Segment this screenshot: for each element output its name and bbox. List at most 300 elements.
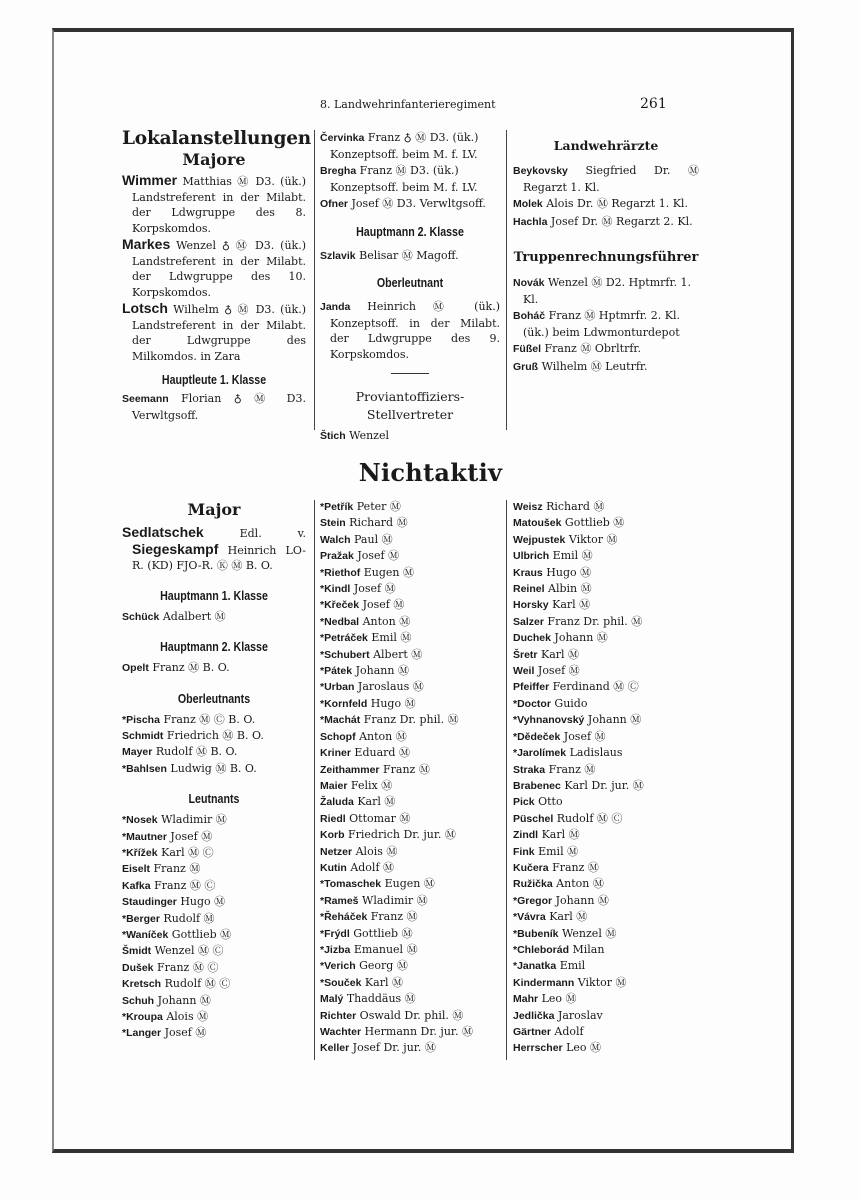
entry-surname: Schopf: [320, 730, 356, 743]
entry-surname: *Tomaschek: [320, 878, 382, 891]
roster-entry: [122, 660, 306, 677]
roster-entry: [320, 248, 500, 265]
entry-details: Karl Ⓜ: [361, 975, 403, 989]
roster-entry: [513, 565, 699, 581]
entry-surname: Kriner: [320, 747, 351, 760]
entry-details: Hugo Ⓜ: [542, 565, 592, 579]
entry-surname: *Souček: [320, 976, 362, 989]
roster-entry: [320, 299, 500, 362]
roster-entry: [320, 581, 502, 597]
roster-entry: [122, 878, 306, 894]
roster-entry: [320, 696, 502, 712]
roster-entry: [513, 778, 699, 794]
subsection-title-oberleutnants: Oberleutnants: [177, 690, 251, 706]
entry-surname: Richter: [320, 1009, 357, 1022]
roster-entry: [122, 993, 306, 1009]
subsection-title-hauptmann1: Hauptmann 1. Klasse: [160, 587, 268, 603]
entry-surname: Ofner: [320, 198, 349, 210]
roster-entry: [122, 894, 306, 910]
entry-surname: Füßel: [513, 343, 541, 355]
entry-surname: *Machát: [320, 714, 361, 727]
entry-surname: Beykovsky: [513, 165, 568, 177]
roster-entry: [320, 909, 502, 925]
entry-details: Rudolf Ⓜ Ⓒ: [553, 811, 623, 825]
entry-details: Wenzel Ⓜ: [558, 926, 617, 940]
subsection-title-majore: Majore: [182, 150, 246, 169]
entry-surname: Hachla: [513, 215, 548, 228]
entry-surname: Zeithammer: [320, 763, 380, 776]
entry-surname: Šmidt: [122, 945, 152, 958]
roster-entry: [122, 845, 306, 861]
roster-entry: [122, 728, 306, 744]
roster-entry: [320, 565, 502, 581]
entry-details: Wenzel Ⓜ Ⓒ: [151, 944, 224, 958]
entry-surname: *Pátek: [320, 665, 353, 678]
entry-surname: *Rameš: [320, 894, 359, 907]
entry-surname: Weisz: [513, 501, 543, 513]
entry-details: Johann Ⓜ: [550, 631, 608, 645]
entry-surname: *Jizba: [320, 943, 351, 956]
roster-entry: [513, 942, 699, 958]
entry-details: Ladislaus: [566, 746, 623, 760]
entry-details: Felix Ⓜ: [347, 778, 393, 792]
entry-surname: Kindermann: [513, 976, 575, 989]
entry-details: Franz Dr. phil. Ⓜ: [360, 713, 459, 727]
entry-surname: *Schubert: [320, 648, 370, 661]
entry-details: Viktor Ⓜ: [565, 532, 618, 546]
entry-surname: Bregha: [320, 165, 357, 177]
entry-details: Florian ♁ Ⓜ D3. Verwltgsoff.: [132, 392, 306, 422]
entry-details: Matthias Ⓜ D3. (ük.) Landstreferent in der Milabt. der Ldwgruppe des 8. Korpskomdos.: [132, 175, 306, 235]
entry-surname: *Urban: [320, 681, 355, 694]
entry-details: Otto: [534, 795, 563, 809]
entry-surname: Walch: [320, 533, 351, 546]
entry-surname: *Janatka: [513, 960, 557, 973]
entry-details: Franz Ⓜ Ⓒ: [150, 878, 216, 892]
entry-surname: Kretsch: [122, 978, 162, 991]
right-top-column: [513, 138, 699, 376]
entry-details: Rudolf Ⓜ Ⓒ: [161, 977, 231, 991]
entry-surname: Sedlatschek: [122, 524, 204, 540]
column-rule: [506, 500, 507, 1060]
entry-details: Emil Ⓜ: [549, 549, 593, 563]
roster-entry: [122, 927, 306, 943]
roster-entry: [122, 237, 306, 300]
column-rule: [314, 500, 315, 1060]
entry-details: Hugo Ⓜ: [176, 895, 226, 909]
entry-details: Wilhelm Ⓜ Leutrfr.: [538, 359, 648, 373]
entry-details: Franz Ⓜ: [379, 762, 430, 776]
entry-surname: Malý: [320, 993, 344, 1006]
entry-details: Franz Ⓜ: [367, 910, 418, 924]
entry-surname: Duchek: [513, 632, 551, 645]
entry-surname: *Berger: [122, 912, 160, 925]
entry-surname: Püschel: [513, 812, 554, 825]
roster-entry: [513, 926, 699, 942]
roster-entry: [320, 515, 502, 531]
entry-surname: *Jarolímek: [513, 747, 567, 760]
entry-surname: Novák: [513, 277, 545, 289]
roster-entry: [513, 729, 699, 745]
entry-details: Guido: [550, 696, 588, 710]
entry-details: Johann Ⓜ: [552, 893, 609, 907]
entry-surname: *Vyhnanovský: [513, 714, 585, 727]
roster-entry: [122, 301, 306, 364]
entry-details: Ottomar Ⓜ: [345, 811, 411, 825]
roster-entry: [320, 1008, 502, 1024]
page-header: [0, 98, 861, 118]
entry-surname: Šretr: [513, 648, 538, 661]
entry-surname: Markes: [122, 236, 171, 252]
roster-entry: [513, 196, 699, 213]
roster-entry: [513, 597, 699, 613]
entry-surname: *Pischa: [122, 713, 160, 726]
entry-surname: *Nosek: [122, 814, 158, 827]
roster-entry: [513, 811, 699, 827]
entry-surname: *Langer: [122, 1027, 162, 1040]
entry-details: Friedrich Dr. jur. Ⓜ: [344, 828, 456, 842]
entry-surname: Pick: [513, 796, 535, 809]
entry-surname: *Chleborád: [513, 943, 570, 956]
entry-details: Josef Ⓜ D3. Verwltgsoff.: [348, 197, 486, 210]
entry-details: Karl Ⓜ: [537, 647, 580, 661]
entry-surname: *Kornfeld: [320, 697, 368, 710]
entry-details: Adalbert Ⓜ: [159, 609, 226, 623]
roster-entry: [513, 499, 699, 515]
entry-details: Gottlieb Ⓜ: [168, 927, 232, 941]
entry-surname: Schmidt: [122, 729, 164, 742]
roster-entry: [320, 712, 502, 728]
roster-entry: [320, 548, 502, 564]
entry-details: Alois Ⓜ: [162, 1010, 209, 1023]
entry-details: Ludwig Ⓜ B. O.: [166, 761, 257, 775]
entry-details: Adolf: [550, 1025, 584, 1038]
roster-entry: [513, 532, 699, 548]
entry-details: Franz Ⓜ: [545, 762, 596, 776]
roster-entry: [513, 909, 699, 925]
entry-surname: Zindl: [513, 829, 539, 842]
subsection-title-oberleutnant: Oberleutnant: [376, 275, 444, 290]
column-rule: [506, 130, 507, 430]
entry-surname: *Bubeník: [513, 927, 559, 940]
roster-entry: [513, 663, 699, 679]
roster-entry: [320, 1040, 502, 1056]
roster-entry: [513, 163, 699, 195]
entry-details: Thaddäus Ⓜ: [343, 992, 416, 1006]
entry-surname: Seemann: [122, 393, 169, 405]
entry-details: Franz ♁ Ⓜ D3. (ük.) Konzeptsoff. beim M. f. LV.: [330, 131, 479, 161]
roster-entry: [122, 960, 306, 976]
lokal-column: [122, 128, 312, 424]
roster-entry: [320, 614, 502, 630]
roster-entry: [513, 1024, 699, 1040]
entry-details: Anton Ⓜ: [552, 877, 604, 891]
entry-surname: *Petráček: [320, 632, 368, 645]
entry-surname: Schück: [122, 610, 160, 623]
entry-surname: Wimmer: [122, 172, 178, 188]
entry-details: Wenzel: [345, 429, 389, 442]
entry-details: Josef Ⓜ: [534, 664, 580, 678]
nichtaktiv-right-column: [513, 499, 699, 1057]
entry-details: Anton Ⓜ: [355, 729, 407, 743]
entry-details: Heinrich Ⓜ (ük.) Konzeptsoff. in der Milabt. der Ldwgruppe des 9. Korpskomdos.: [330, 300, 500, 361]
subsection-title-hauptleute: Hauptleute 1. Klasse: [161, 372, 267, 387]
roster-entry: [320, 597, 502, 613]
roster-entry: [320, 130, 500, 162]
entry-surname: Korb: [320, 829, 345, 842]
entry-surname: Netzer: [320, 845, 353, 858]
entry-details: Alois Dr. Ⓜ Regarzt 1. Kl.: [542, 197, 688, 210]
entry-details: Rudolf Ⓜ: [159, 911, 215, 925]
entry-surname: Janda: [320, 301, 351, 313]
entry-details: Gottlieb Ⓜ: [561, 516, 625, 530]
roster-entry: [320, 991, 502, 1007]
entry-surname: Brabenec: [513, 779, 561, 792]
entry-surname: *Dědeček: [513, 730, 561, 743]
roster-entry: [513, 975, 699, 991]
entry-details: Franz Ⓜ Obrltrfr.: [541, 342, 641, 355]
roster-entry: [513, 1008, 699, 1024]
entry-details: Josef Dr. jur. Ⓜ: [349, 1041, 436, 1055]
roster-entry: [122, 1009, 306, 1025]
entry-surname: Keller: [320, 1042, 350, 1055]
roster-entry: [513, 696, 699, 712]
entry-details: Emil Ⓜ: [367, 631, 412, 645]
roster-entry: [122, 976, 306, 992]
roster-entry: [122, 812, 306, 828]
roster-entry: [122, 391, 306, 423]
entry-surname: Kafka: [122, 879, 151, 892]
entry-details: Viktor Ⓜ: [574, 975, 627, 989]
roster-entry: [122, 761, 306, 777]
roster-entry: [513, 308, 699, 340]
entry-surname: Szlavik: [320, 249, 356, 262]
entry-details: Franz Dr. phil. Ⓜ: [543, 614, 643, 628]
roster-entry: [513, 548, 699, 564]
mid-top-column: [320, 130, 500, 446]
entry-details: Karl Ⓜ: [548, 598, 591, 612]
entry-surname: *Řeháček: [320, 911, 368, 924]
roster-entry: [122, 861, 306, 877]
subsection-title-hauptmann2: Hauptmann 2. Klasse: [356, 223, 464, 239]
roster-entry: [513, 844, 699, 860]
entry-surname: Červinka: [320, 132, 365, 144]
entry-details: Wladimir Ⓜ: [157, 813, 227, 827]
entry-details: Josef Ⓜ: [359, 598, 405, 612]
entry-details: Gottlieb Ⓜ: [349, 926, 413, 940]
entry-details: Adolf Ⓜ: [346, 860, 395, 874]
entry-details: Peter Ⓜ: [353, 500, 401, 513]
roster-entry: [122, 943, 306, 959]
entry-surname: Horsky: [513, 599, 549, 612]
entry-surname: Matoušek: [513, 517, 562, 530]
entry-surname: Staudinger: [122, 896, 177, 909]
entry-surname: Kučera: [513, 861, 549, 874]
roster-entry: [513, 515, 699, 531]
roster-entry: [513, 214, 699, 231]
entry-surname: Eiselt: [122, 863, 151, 876]
entry-details: Franz Ⓜ D3. (ük.) Konzeptsoff. beim M. f. LV.: [330, 164, 478, 194]
entry-details-2: Heinrich LO-R. (KD) FJO-R. Ⓚ Ⓜ B. O.: [132, 543, 306, 572]
entry-details: Josef Ⓜ: [350, 582, 396, 596]
roster-entry: [513, 958, 699, 974]
entry-details: Wladimir Ⓜ: [358, 893, 428, 907]
entry-details: Franz Ⓜ Hptmrfr. 2. Kl. (ük.) beim Ldwmonturdepot: [523, 309, 680, 339]
roster-entry: [122, 911, 306, 927]
entry-surname: Žaluda: [320, 796, 354, 809]
entry-surname: *Frýdl: [320, 927, 350, 940]
entry-surname: *Kroupa: [122, 1011, 163, 1023]
column-rule: [314, 130, 315, 430]
entry-details: Leo Ⓜ: [562, 1041, 602, 1055]
entry-surname: Boháč: [513, 310, 546, 322]
entry-details: Josef Ⓜ: [161, 1026, 207, 1040]
entry-surname-2: Siegeskampf: [132, 540, 219, 557]
nichtaktiv-mid-column: [320, 499, 502, 1057]
entry-details: Siegfried Dr. Ⓜ Regarzt 1. Kl.: [523, 164, 699, 194]
roster-entry: [320, 893, 502, 909]
entry-surname: Pražak: [320, 550, 354, 563]
entry-surname: Fink: [513, 845, 535, 858]
roster-entry: [320, 958, 502, 974]
entry-details: Friedrich Ⓜ B. O.: [163, 728, 264, 742]
entry-details: Josef Ⓜ: [353, 549, 400, 563]
entry-surname: Schuh: [122, 994, 155, 1007]
roster-entry: [320, 844, 502, 860]
section-divider: [391, 373, 429, 374]
entry-details: Karl Ⓜ: [353, 795, 396, 809]
roster-entry: [513, 745, 699, 761]
entry-surname: Maier: [320, 779, 348, 792]
entry-details: Franz Ⓜ: [150, 862, 201, 876]
section-title-nichtaktiv: Nichtaktiv: [358, 458, 503, 487]
entry-details: Wilhelm ♁ Ⓜ D3. (ük.) Landstreferent in der Milabt. der Ldwgruppe des Milkomdos. in Zara: [132, 303, 306, 363]
entry-surname: Wejpustek: [513, 533, 566, 546]
entry-surname: Weil: [513, 665, 535, 678]
entry-surname: *Nedbal: [320, 615, 360, 628]
roster-entry: [513, 876, 699, 892]
roster-entry: [122, 173, 306, 236]
entry-details: Wenzel ♁ Ⓜ D3. (ük.) Landstreferent in der Milabt. der Ldwgruppe des 10. Korpskomdos.: [132, 239, 306, 299]
entry-surname: Salzer: [513, 615, 544, 628]
entry-details: Karl Ⓜ Ⓒ: [157, 845, 214, 859]
subsection-title-proviant-1: Proviantoffiziers-: [355, 389, 465, 404]
entry-details: Albin Ⓜ: [544, 582, 592, 596]
roster-entry: [320, 794, 502, 810]
roster-entry: [513, 860, 699, 876]
roster-entry: [513, 647, 699, 663]
roster-entry: [320, 827, 502, 843]
roster-entry: [320, 876, 502, 892]
subsection-title-hauptmann2-nichtaktiv: Hauptmann 2. Klasse: [160, 639, 268, 654]
roster-entry: [513, 827, 699, 843]
roster-entry: [320, 745, 502, 761]
entry-surname: *Doctor: [513, 697, 551, 710]
page-number: 261: [640, 96, 667, 112]
entry-surname: Lotsch: [122, 300, 168, 316]
entry-surname: *Vávra: [513, 911, 546, 924]
nichtaktiv-left-column: [122, 500, 306, 1042]
entry-details: Hermann Dr. jur. Ⓜ: [361, 1025, 473, 1038]
entry-surname: Štich: [320, 430, 346, 442]
entry-details: Johann Ⓜ: [584, 713, 642, 727]
roster-entry: [513, 1040, 699, 1056]
entry-surname: Reinel: [513, 583, 545, 596]
roster-entry: [513, 359, 699, 376]
entry-surname: Ružička: [513, 878, 553, 891]
roster-entry: [320, 196, 500, 213]
roster-entry: [320, 663, 502, 679]
entry-details: Karl Ⓜ: [545, 910, 588, 924]
entry-details: Georg Ⓜ: [355, 959, 408, 973]
entry-details: Eugen Ⓜ: [381, 877, 435, 891]
entry-surname: Jedlička: [513, 1009, 555, 1022]
roster-entry: [320, 163, 500, 195]
roster-entry: [513, 581, 699, 597]
entry-details: Emanuel Ⓜ: [350, 942, 418, 956]
entry-details: Anton Ⓜ: [359, 614, 411, 628]
roster-entry: [513, 762, 699, 778]
roster-entry: [122, 829, 306, 845]
entry-details: Albert Ⓜ: [369, 647, 423, 661]
roster-entry: [320, 679, 502, 695]
entry-surname: Wachter: [320, 1026, 362, 1038]
entry-details: Jaroslaus Ⓜ: [354, 680, 424, 694]
roster-entry: [122, 525, 306, 574]
roster-entry: [122, 744, 306, 760]
entry-surname: Gärtner: [513, 1026, 551, 1038]
entry-details: Jaroslav: [554, 1008, 603, 1022]
entry-details: Belisar Ⓜ Magoff.: [355, 248, 459, 262]
entry-surname: Gruß: [513, 360, 539, 373]
section-title-lokal: Lokalanstellungen: [122, 128, 312, 149]
roster-entry: [320, 926, 502, 942]
entry-surname: *Gregor: [513, 894, 553, 907]
roster-entry: [320, 647, 502, 663]
entry-surname: Kutin: [320, 861, 347, 874]
roster-entry: [320, 499, 502, 515]
roster-entry: [320, 532, 502, 548]
entry-surname: *Petřík: [320, 501, 354, 513]
entry-details: Richard Ⓜ: [542, 500, 605, 513]
entry-surname: Ulbrich: [513, 550, 550, 563]
entry-details: Milan: [569, 942, 605, 956]
entry-surname: Pfeiffer: [513, 681, 550, 694]
entry-surname: Herrscher: [513, 1042, 563, 1055]
entry-details: Ferdinand Ⓜ Ⓒ: [549, 680, 639, 694]
subsection-title-aerzte: Landwehrärzte: [553, 138, 659, 153]
entry-details: Edl. v.: [203, 527, 306, 540]
entry-details: Johann Ⓜ: [352, 664, 409, 678]
roster-entry: [513, 679, 699, 695]
roster-entry: [320, 729, 502, 745]
roster-entry: [513, 794, 699, 810]
entry-surname: *Riethof: [320, 566, 361, 579]
roster-entry: [320, 630, 502, 646]
subsection-title-rechnung: Truppenrechnungsführer: [513, 250, 699, 265]
entry-surname: Dušek: [122, 961, 154, 974]
roster-entry: [513, 630, 699, 646]
entry-details: Rudolf Ⓜ B. O.: [152, 745, 238, 759]
entry-surname: Mahr: [513, 993, 539, 1006]
entry-surname: *Kindl: [320, 583, 351, 596]
roster-entry: [513, 991, 699, 1007]
entry-details: Leo Ⓜ: [538, 992, 577, 1006]
entry-details: Franz Ⓜ Ⓒ B. O.: [159, 712, 256, 726]
entry-surname: Riedl: [320, 812, 346, 825]
entry-details: Karl Ⓜ: [538, 828, 580, 842]
roster-entry: [320, 975, 502, 991]
